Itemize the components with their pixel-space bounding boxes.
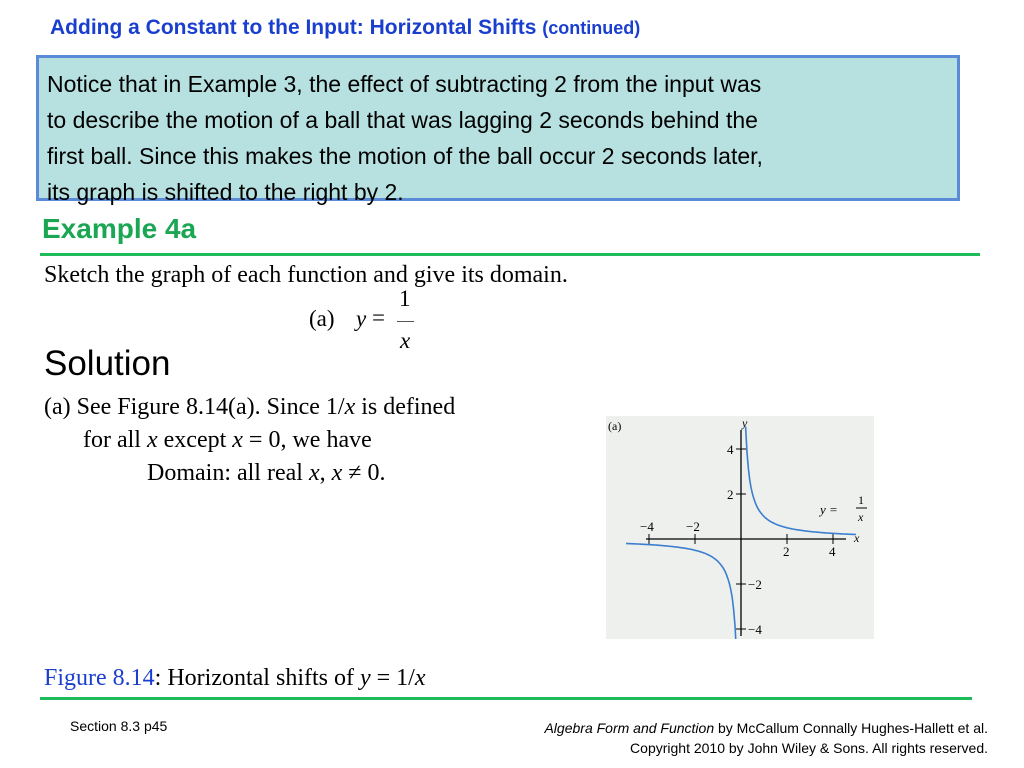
slide-title-main: Adding a Constant to the Input: Horizontal Shifts	[50, 16, 537, 39]
graph-svg	[606, 416, 874, 639]
x-tick-label: −4	[640, 519, 654, 534]
figure-caption-var2: x	[414, 665, 426, 691]
solution-line-2	[83, 427, 372, 454]
function-lhs: y	[356, 306, 367, 331]
solution-title: Solution	[44, 344, 171, 383]
y-tick-label: 4	[727, 442, 734, 457]
solution-var: x	[331, 460, 343, 486]
figure-caption-label: Figure 8.14	[44, 665, 155, 691]
function-fraction-bar	[397, 321, 414, 322]
figure-graph	[606, 416, 874, 639]
x-tick-label: −2	[686, 519, 700, 534]
example-title: Example 4a	[42, 213, 197, 244]
footer-credits	[544, 718, 988, 758]
curve-label-num: 1	[858, 493, 864, 507]
solution-text: ≠ 0.	[342, 460, 386, 486]
solution-text: Domain: all real	[147, 460, 309, 486]
notice-line: its graph is shifted to the right by 2.	[47, 179, 404, 205]
footer-section: Section 8.3 p45	[70, 718, 168, 734]
x-tick-label: 2	[783, 544, 790, 559]
solution-domain-line	[147, 460, 385, 487]
footer-book-authors: by McCallum Connally Hughes-Hallett et al.	[714, 720, 988, 736]
solution-var: x	[146, 427, 158, 453]
function-denominator: x	[400, 328, 411, 353]
figure-caption-text: : Horizontal shifts of	[154, 665, 360, 691]
footer-copyright: Copyright 2010 by John Wiley & Sons. All rights reserved.	[630, 740, 988, 756]
footer-book-line	[544, 718, 988, 738]
panel-label: (a)	[608, 419, 622, 433]
slide-title	[50, 16, 640, 40]
x-tick-label: 4	[829, 544, 836, 559]
x-axis-label: x	[854, 531, 860, 545]
footer-book-title: Algebra Form and Function	[544, 720, 715, 736]
y-tick-label: 2	[727, 487, 734, 502]
notice-line: first ball. Since this makes the motion of the ball occur 2 seconds later,	[47, 143, 763, 169]
function-numerator: 1	[399, 286, 411, 311]
figure-caption-var: y	[359, 665, 371, 691]
curve-negative-branch	[626, 544, 736, 640]
notice-line: Notice that in Example 3, the effect of subtracting 2 from the input was	[47, 71, 762, 97]
solution-text: = 0, we have	[242, 427, 372, 453]
y-tick-label: −2	[748, 577, 762, 592]
solution-var: x	[308, 460, 320, 486]
function-part-label: (a)	[309, 306, 335, 331]
example-divider	[40, 253, 980, 256]
solution-var: x	[344, 394, 356, 420]
curve-label-lhs: y =	[820, 502, 838, 517]
solution-text: (a) See Figure 8.14(a). Since 1/	[44, 394, 345, 420]
notice-box	[36, 55, 960, 205]
example-prompt: Sketch the graph of each function and give its domain.	[44, 262, 568, 288]
solution-text: for all	[83, 427, 147, 453]
solution-text: is defined	[355, 394, 456, 420]
slide-title-suffix: (continued)	[542, 18, 641, 38]
y-tick-label: −4	[748, 622, 762, 637]
curve-label-den: x	[858, 510, 864, 524]
curve-positive-branch	[746, 427, 856, 535]
figure-caption-rest: = 1/	[370, 665, 415, 691]
notice-line: to describe the motion of a ball that was lagging 2 seconds behind the	[47, 107, 758, 133]
footer-divider	[40, 697, 972, 700]
function-equals: =	[372, 305, 385, 330]
solution-text: ,	[319, 460, 332, 486]
figure-caption	[44, 665, 426, 692]
y-axis-label: y	[742, 416, 748, 430]
solution-line-1	[44, 394, 455, 421]
solution-text: except	[157, 427, 233, 453]
solution-var: x	[232, 427, 243, 453]
